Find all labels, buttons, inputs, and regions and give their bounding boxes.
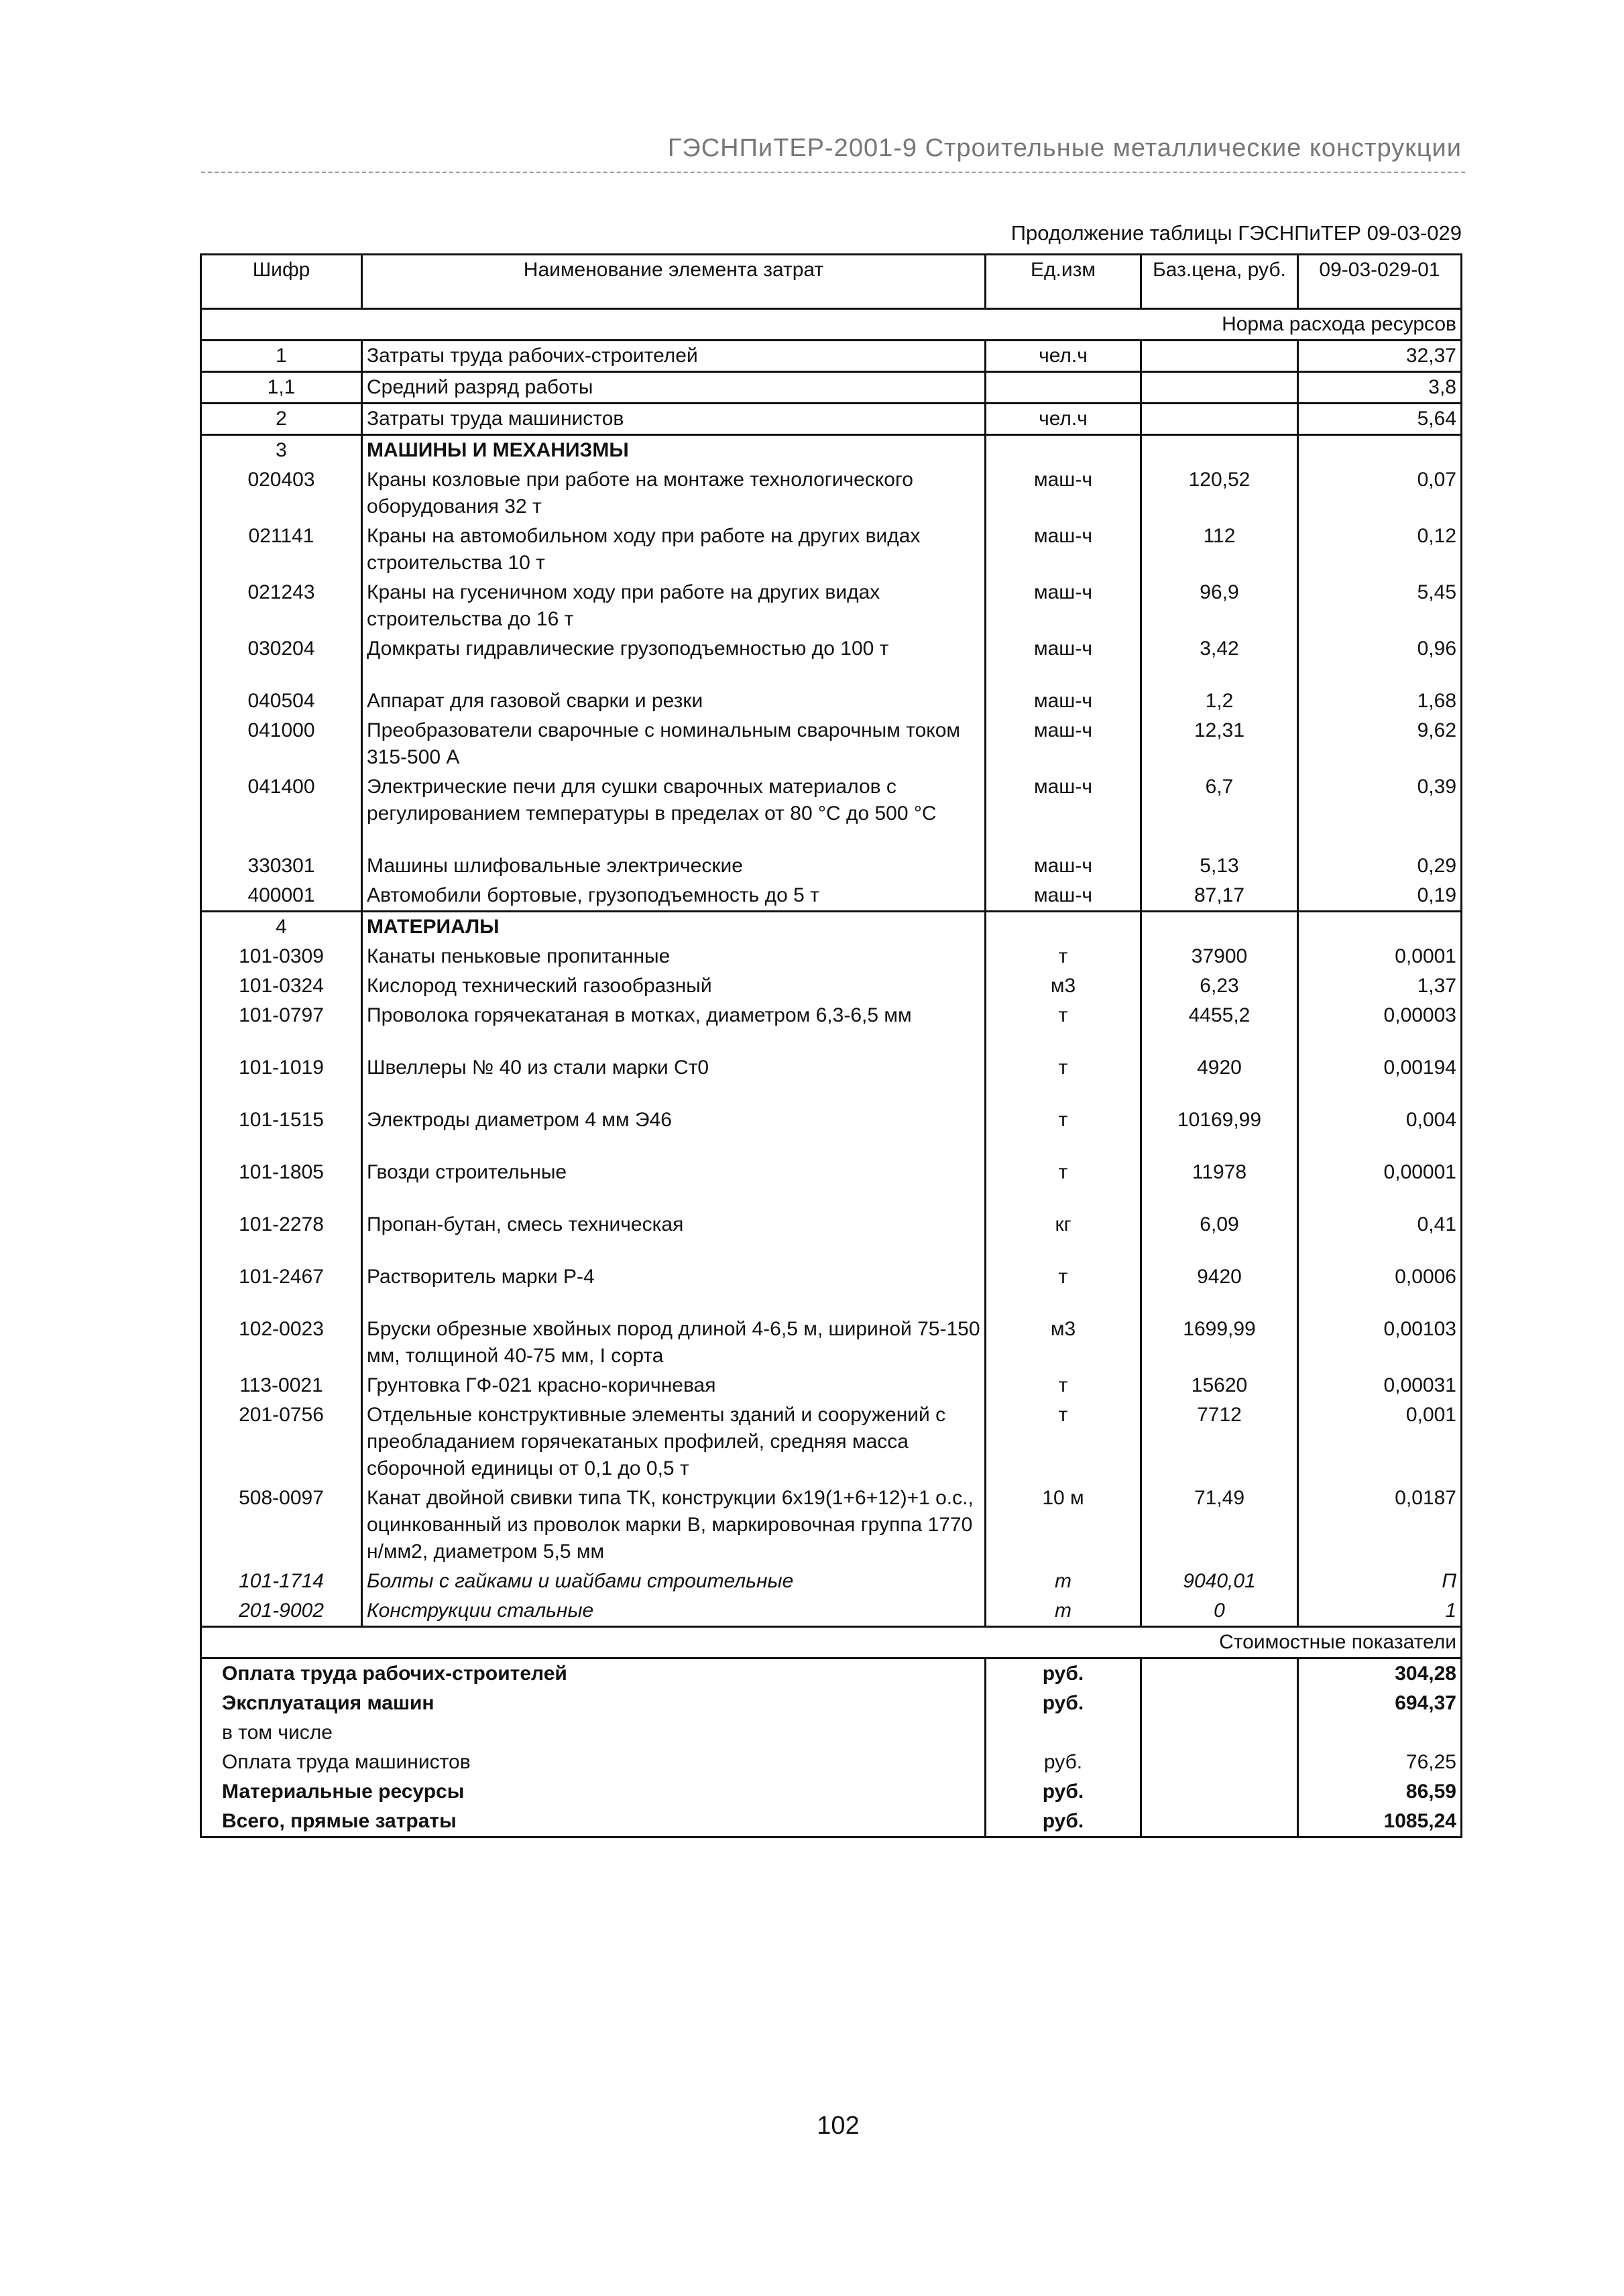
row-name: Болты с гайками и шайбами строительные [362,1567,986,1596]
row-unit: маш-ч [986,716,1141,772]
row-value: 9,62 [1298,716,1462,772]
row-code: 508-0097 [201,1484,362,1567]
row-code: 040504 [201,686,362,716]
row-value [1298,435,1462,466]
row-code: 041400 [201,772,362,851]
cost-label: Всего, прямые затраты [201,1807,986,1837]
row-unit: т [986,1567,1141,1596]
row-price: 1,2 [1141,686,1298,716]
row-unit [986,912,1141,943]
cost-row [201,1807,1462,1837]
row-value: П [1298,1567,1462,1596]
row-code: 101-0309 [201,942,362,971]
row-name: Электроды диаметром 4 мм Э46 [362,1105,986,1158]
cost-label: Оплата труда рабочих-строителей [201,1658,986,1689]
row-price: 4920 [1141,1053,1298,1105]
row-unit: т [986,1001,1141,1053]
row-code: 101-1805 [201,1158,362,1210]
row-price [1141,404,1298,435]
row-unit: т [986,1400,1141,1484]
table-row [201,851,1462,881]
row-value: 0,00031 [1298,1371,1462,1400]
row-price: 9040,01 [1141,1567,1298,1596]
row-value: 0,00103 [1298,1315,1462,1371]
row-code: 021243 [201,578,362,634]
row-price: 6,7 [1141,772,1298,851]
row-price: 12,31 [1141,716,1298,772]
row-value: 32,37 [1298,341,1462,372]
row-code: 101-0324 [201,971,362,1001]
row-code: 201-9002 [201,1596,362,1627]
row-unit: кг [986,1210,1141,1262]
row-price: 6,23 [1141,971,1298,1001]
cost-value: 86,59 [1298,1777,1462,1807]
cost-value: 304,28 [1298,1658,1462,1689]
table-row [201,465,1462,522]
row-name: Конструкции стальные [362,1596,986,1627]
row-price: 6,09 [1141,1210,1298,1262]
row-unit: т [986,1158,1141,1210]
row-unit: маш-ч [986,578,1141,634]
row-unit [986,435,1141,466]
row-price [1141,341,1298,372]
section-title: МАТЕРИАЛЫ [362,912,986,943]
row-code: 101-2278 [201,1210,362,1262]
row-price: 37900 [1141,942,1298,971]
row-code: 021141 [201,522,362,578]
row-price: 112 [1141,522,1298,578]
row-unit: маш-ч [986,634,1141,686]
table-subheader-row [201,309,1462,341]
table-row [201,942,1462,971]
table-row [201,1210,1462,1262]
table-row [201,522,1462,578]
table-row [201,1484,1462,1567]
row-name: Затраты труда машинистов [362,404,986,435]
cost-price-empty [1141,1777,1298,1807]
subheader-norms: Норма расхода ресурсов [201,309,1462,341]
row-unit: т [986,1053,1141,1105]
row-name: Домкраты гидравлические грузоподъемностью до 100 т [362,634,986,686]
cost-row [201,1777,1462,1807]
row-name: Краны козловые при работе на монтаже технологического оборудования 32 т [362,465,986,522]
cost-value: 1085,24 [1298,1807,1462,1837]
row-code: 020403 [201,465,362,522]
row-unit [986,372,1141,404]
row-unit: м3 [986,971,1141,1001]
running-header: ГЭСНПиТЕР-2001-9 Строительные металлические конструкции [667,134,1462,162]
row-unit: чел.ч [986,341,1141,372]
row-code: 102-0023 [201,1315,362,1371]
row-code: 330301 [201,851,362,881]
row-price: 71,49 [1141,1484,1298,1567]
cost-label: Эксплуатация машин [201,1689,986,1718]
row-name: Гвозди строительные [362,1158,986,1210]
table-row [201,1371,1462,1400]
row-price [1141,372,1298,404]
header-price: Баз.цена, руб. [1141,255,1298,309]
cost-row [201,1689,1462,1718]
row-unit: т [986,1596,1141,1627]
row-name: Краны на автомобильном ходу при работе на других видах строительства 10 т [362,522,986,578]
row-price [1141,435,1298,466]
row-code: 3 [201,435,362,466]
row-price: 0 [1141,1596,1298,1627]
cost-value: 76,25 [1298,1748,1462,1777]
row-unit: маш-ч [986,851,1141,881]
header-rule [201,172,1465,173]
row-unit: т [986,1371,1141,1400]
row-code: 1 [201,341,362,372]
row-unit: т [986,1262,1141,1315]
row-price: 5,13 [1141,851,1298,881]
row-value: 0,41 [1298,1210,1462,1262]
header-name: Наименование элемента затрат [362,255,986,309]
cost-unit: руб. [986,1807,1141,1837]
row-value: 0,001 [1298,1400,1462,1484]
table-row [201,772,1462,851]
row-code: 030204 [201,634,362,686]
row-name: Кислород технический газообразный [362,971,986,1001]
cost-price-empty [1141,1689,1298,1718]
row-price: 96,9 [1141,578,1298,634]
row-value: 3,8 [1298,372,1462,404]
table-row [201,1053,1462,1105]
cost-price-empty [1141,1807,1298,1837]
row-value: 0,00194 [1298,1053,1462,1105]
row-price: 15620 [1141,1371,1298,1400]
header-unit: Ед.изм [986,255,1141,309]
cost-unit: руб. [986,1748,1141,1777]
row-price: 87,17 [1141,881,1298,912]
row-price: 4455,2 [1141,1001,1298,1053]
cost-price-empty [1141,1658,1298,1689]
header-code: Шифр [201,255,362,309]
cost-label: Оплата труда машинистов [201,1748,986,1777]
header-norm-code: 09-03-029-01 [1298,255,1462,309]
row-value: 1,37 [1298,971,1462,1001]
row-code: 400001 [201,881,362,912]
row-name: Проволока горячекатаная в мотках, диаметром 6,3-6,5 мм [362,1001,986,1053]
row-value: 5,45 [1298,578,1462,634]
table-row [201,578,1462,634]
cost-unit: руб. [986,1658,1141,1689]
row-value: 0,39 [1298,772,1462,851]
table-row [201,372,1462,404]
row-price: 3,42 [1141,634,1298,686]
row-code: 101-1019 [201,1053,362,1105]
row-unit: м3 [986,1315,1141,1371]
row-code: 201-0756 [201,1400,362,1484]
table-row [201,1262,1462,1315]
cost-header-row [201,1627,1462,1658]
row-name: Машины шлифовальные электрические [362,851,986,881]
table-row [201,716,1462,772]
row-name: Преобразователи сварочные с номинальным сварочным током 315-500 А [362,716,986,772]
cost-unit: руб. [986,1777,1141,1807]
row-price: 9420 [1141,1262,1298,1315]
row-value: 0,00003 [1298,1001,1462,1053]
row-price: 7712 [1141,1400,1298,1484]
row-code: 113-0021 [201,1371,362,1400]
cost-row [201,1748,1462,1777]
row-value: 5,64 [1298,404,1462,435]
section-row-materials [201,912,1462,943]
table-row [201,1315,1462,1371]
row-code: 2 [201,404,362,435]
row-unit: маш-ч [986,686,1141,716]
row-code: 101-2467 [201,1262,362,1315]
section-title: МАШИНЫ И МЕХАНИЗМЫ [362,435,986,466]
table-row [201,1567,1462,1596]
row-name: Затраты труда рабочих-строителей [362,341,986,372]
cost-row [201,1718,1462,1748]
cost-header: Стоимостные показатели [201,1627,1462,1658]
row-name: Аппарат для газовой сварки и резки [362,686,986,716]
row-unit: маш-ч [986,881,1141,912]
row-price: 10169,99 [1141,1105,1298,1158]
table-row [201,404,1462,435]
row-code: 1,1 [201,372,362,404]
row-value: 0,19 [1298,881,1462,912]
cost-unit [986,1718,1141,1748]
resource-norms-table [200,253,1462,1838]
table-row [201,1001,1462,1053]
row-unit: т [986,942,1141,971]
row-name: Швеллеры № 40 из стали марки Ст0 [362,1053,986,1105]
cost-value: 694,37 [1298,1689,1462,1718]
row-unit: маш-ч [986,522,1141,578]
cost-row [201,1658,1462,1689]
row-value: 0,00001 [1298,1158,1462,1210]
row-code: 041000 [201,716,362,772]
row-price: 120,52 [1141,465,1298,522]
row-value: 0,07 [1298,465,1462,522]
section-row-machines [201,435,1462,466]
row-price [1141,912,1298,943]
cost-label: Материальные ресурсы [201,1777,986,1807]
row-name: Отдельные конструктивные элементы зданий и сооружений с преобладанием горячекатаных профилей, средняя масса сборочной единицы от 0,1 до 0,5 т [362,1400,986,1484]
table-row [201,881,1462,912]
row-name: Пропан-бутан, смесь техническая [362,1210,986,1262]
row-unit: чел.ч [986,404,1141,435]
row-code: 4 [201,912,362,943]
row-name: Краны на гусеничном ходу при работе на других видах строительства до 16 т [362,578,986,634]
cost-price-empty [1141,1718,1298,1748]
row-unit: т [986,1105,1141,1158]
row-price: 11978 [1141,1158,1298,1210]
table-row [201,686,1462,716]
row-name: Средний разряд работы [362,372,986,404]
row-name: Растворитель марки Р-4 [362,1262,986,1315]
row-value: 0,004 [1298,1105,1462,1158]
cost-price-empty [1141,1748,1298,1777]
row-value [1298,912,1462,943]
cost-unit: руб. [986,1689,1141,1718]
row-unit: 10 м [986,1484,1141,1567]
row-unit: маш-ч [986,772,1141,851]
row-name: Канат двойной свивки типа ТК, конструкции 6х19(1+6+12)+1 о.с., оцинкованный из проволок марки В, маркировочная группа 1770 н/мм2, диаметром 5,5 мм [362,1484,986,1567]
row-code: 101-1515 [201,1105,362,1158]
row-unit: маш-ч [986,465,1141,522]
table-row [201,1400,1462,1484]
row-value: 0,0001 [1298,942,1462,971]
cost-label: в том числе [201,1718,986,1748]
row-code: 101-1714 [201,1567,362,1596]
row-value: 0,0006 [1298,1262,1462,1315]
row-name: Канаты пеньковые пропитанные [362,942,986,971]
row-value: 0,29 [1298,851,1462,881]
row-value: 0,12 [1298,522,1462,578]
row-price: 1699,99 [1141,1315,1298,1371]
table-row [201,634,1462,686]
page-number: 102 [817,2112,860,2140]
row-code: 101-0797 [201,1001,362,1053]
table-row [201,341,1462,372]
table-continuation-caption: Продолжение таблицы ГЭСНПиТЕР 09-03-029 [1010,221,1462,245]
cost-value [1298,1718,1462,1748]
row-name: Электрические печи для сушки сварочных материалов с регулированием температуры в пределах от 80 °С до 500 °С [362,772,986,851]
table-header-row [201,255,1462,309]
row-value: 0,96 [1298,634,1462,686]
row-name: Автомобили бортовые, грузоподъемность до 5 т [362,881,986,912]
row-value: 1,68 [1298,686,1462,716]
row-name: Грунтовка ГФ-021 красно-коричневая [362,1371,986,1400]
table-row [201,1596,1462,1627]
row-value: 0,0187 [1298,1484,1462,1567]
table-row [201,971,1462,1001]
table-row [201,1105,1462,1158]
row-name: Бруски обрезные хвойных пород длиной 4-6,5 м, шириной 75-150 мм, толщиной 40-75 мм, I сорта [362,1315,986,1371]
table-row [201,1158,1462,1210]
row-value: 1 [1298,1596,1462,1627]
